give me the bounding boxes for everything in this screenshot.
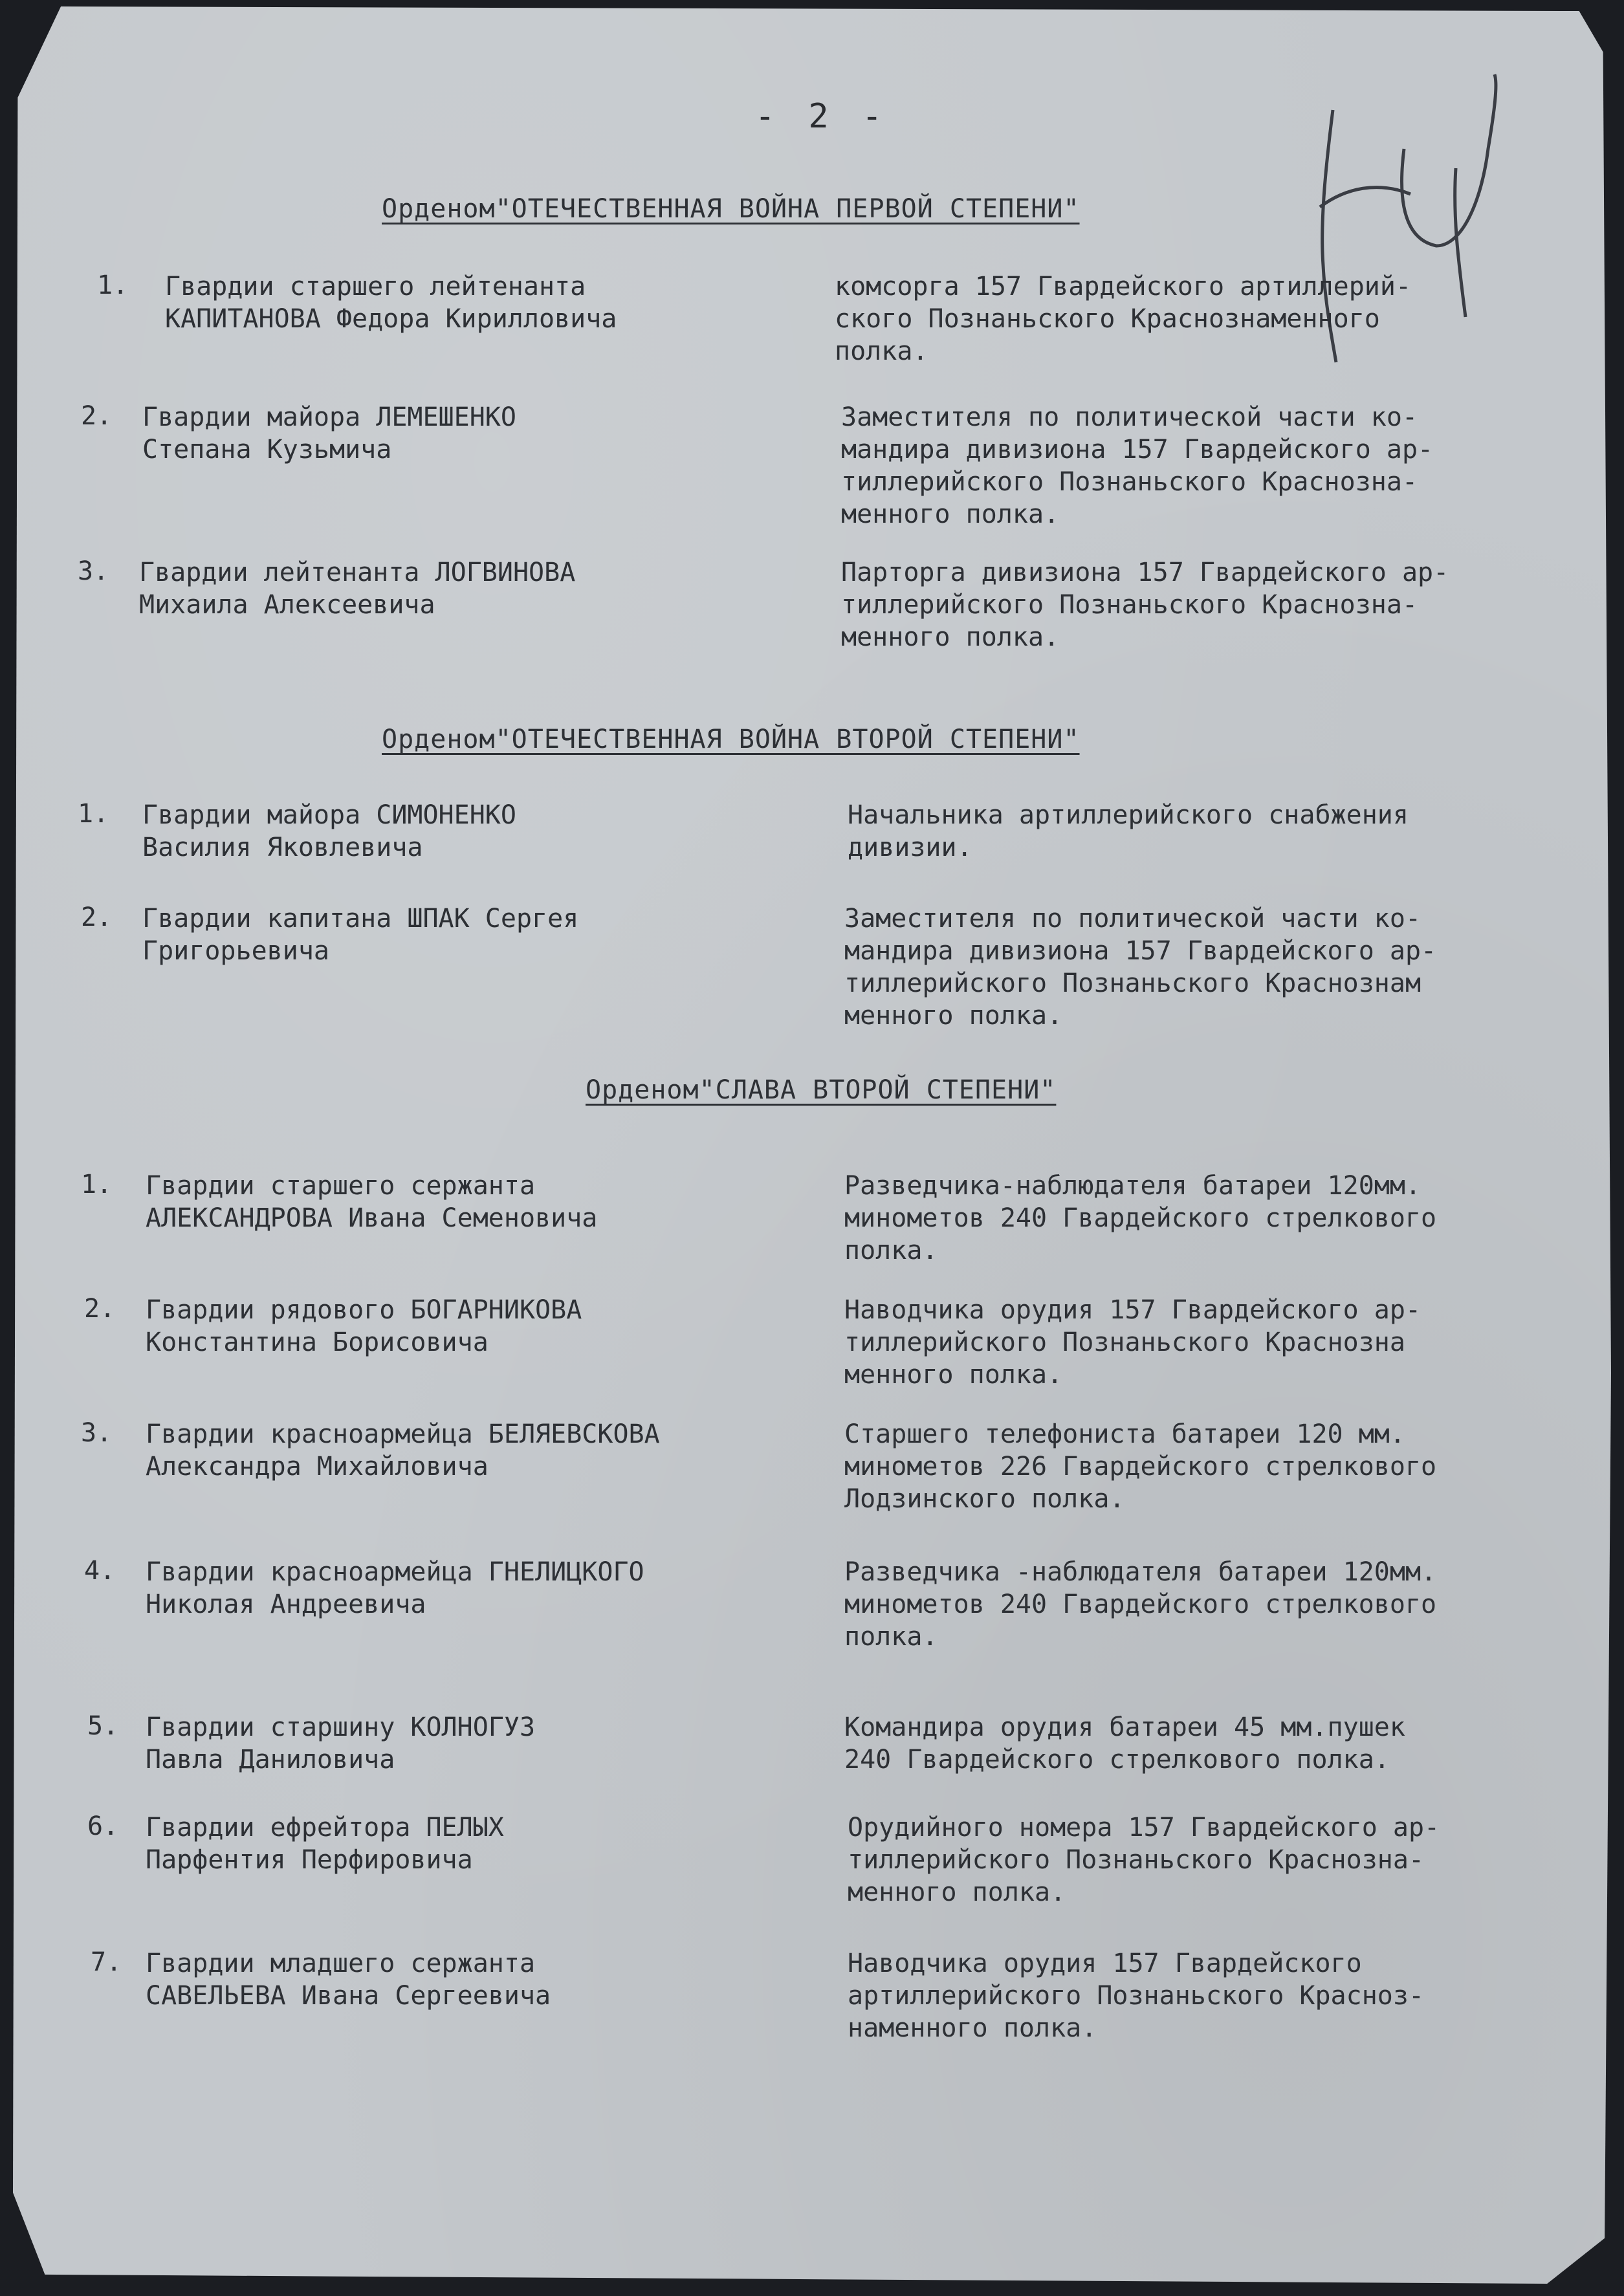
page-number: - 2 - [754, 97, 889, 136]
recipient-name: Гвардии красноармейца ГНЕЛИЦКОГО Николая Андреевича [146, 1557, 644, 1619]
recipient-name: Гвардии майора ЛЕМЕШЕНКО Степана Кузьмича [142, 402, 516, 465]
section-title-order-ow1: Орденом"ОТЕЧЕСТВЕННАЯ ВОЙНА ПЕРВОЙ СТЕПЕНИ" [382, 194, 1080, 224]
entry-number: 4. [84, 1556, 116, 1586]
entry-number: 1. [81, 1170, 113, 1199]
entry-number: 3. [78, 556, 109, 586]
recipient-name: Гвардии ефрейтора ПЕЛЫХ Парфентия Перфировича [146, 1813, 504, 1875]
recipient-role: Наводчика орудия 157 Гвардейского ар- тиллерийского Познаньского Краснозна менного полка. [844, 1295, 1421, 1390]
recipient-role: Наводчика орудия 157 Гвардейского артиллерийского Познаньского Красноз- наменного полка. [848, 1949, 1425, 2043]
recipient-role: комсорга 157 Гвардейского артиллерий- ского Познаньского Краснознаменного полка. [835, 272, 1412, 366]
recipient-role: Заместителя по политической части ко- мандира дивизиона 157 Гвардейского ар- тиллерийского Познаньского Краснознам менного полка. [844, 904, 1437, 1031]
entry-number: 6. [87, 1811, 119, 1841]
entry-number: 3. [81, 1418, 113, 1448]
recipient-role: Начальника артиллерийского снабжения дивизии. [848, 800, 1409, 862]
recipient-name: Гвардии лейтенанта ЛОГВИНОВА Михаила Алексеевича [139, 558, 576, 620]
entry-number: 2. [84, 1294, 116, 1324]
section-title-order-ow2: Орденом"ОТЕЧЕСТВЕННАЯ ВОЙНА ВТОРОЙ СТЕПЕНИ" [382, 725, 1080, 754]
entry-number: 2. [81, 401, 113, 431]
recipient-role: Старшего телефониста батареи 120 мм. минометов 226 Гвардейского стрелкового Лодзинского полка. [844, 1419, 1437, 1514]
recipient-role: Разведчика -наблюдателя батареи 120мм. минометов 240 Гвардейского стрелкового полка. [844, 1557, 1437, 1652]
entry-number: 2. [81, 902, 113, 932]
recipient-name: Гвардии красноармейца БЕЛЯЕВСКОВА Александра Михайловича [146, 1419, 660, 1481]
recipient-name: Гвардии рядового БОГАРНИКОВА Константина Борисовича [146, 1295, 582, 1357]
recipient-name: Гвардии старшего лейтенанта КАПИТАНОВА Федора Кирилловича [165, 272, 617, 334]
entry-number: 1. [78, 799, 109, 829]
recipient-role: Командира орудия батареи 45 мм.пушек 240 Гвардейского стрелкового полка. [844, 1712, 1405, 1775]
recipient-name: Гвардии младшего сержанта САВЕЛЬЕВА Ивана Сергеевича [146, 1949, 551, 2011]
recipient-role: Заместителя по политической части ко- мандира дивизиона 157 Гвардейского ар- тиллерийского Познаньского Краснозна- менного полка. [841, 402, 1434, 529]
recipient-name: Гвардии майора СИМОНЕНКО Василия Яковлевича [142, 800, 516, 862]
recipient-name: Гвардии капитана ШПАК Сергея Григорьевича [142, 904, 579, 966]
recipient-role: Парторга дивизиона 157 Гвардейского ар- тиллерийского Познаньского Краснозна- менного полка. [841, 558, 1449, 652]
entry-number: 7. [91, 1947, 122, 1977]
entry-number: 1. [97, 270, 129, 300]
recipient-name: Гвардии старшину КОЛНОГУЗ Павла Даниловича [146, 1712, 536, 1775]
recipient-role: Разведчика-наблюдателя батареи 120мм. минометов 240 Гвардейского стрелкового полка. [844, 1171, 1437, 1265]
section-title-order-glory2: Орденом"СЛАВА ВТОРОЙ СТЕПЕНИ" [586, 1075, 1057, 1105]
entry-number: 5. [87, 1711, 119, 1741]
recipient-role: Орудийного номера 157 Гвардейского ар- тиллерийского Познаньского Краснозна- менного полка. [848, 1813, 1440, 1907]
recipient-name: Гвардии старшего сержанта АЛЕКСАНДРОВА Ивана Семеновича [146, 1171, 598, 1233]
